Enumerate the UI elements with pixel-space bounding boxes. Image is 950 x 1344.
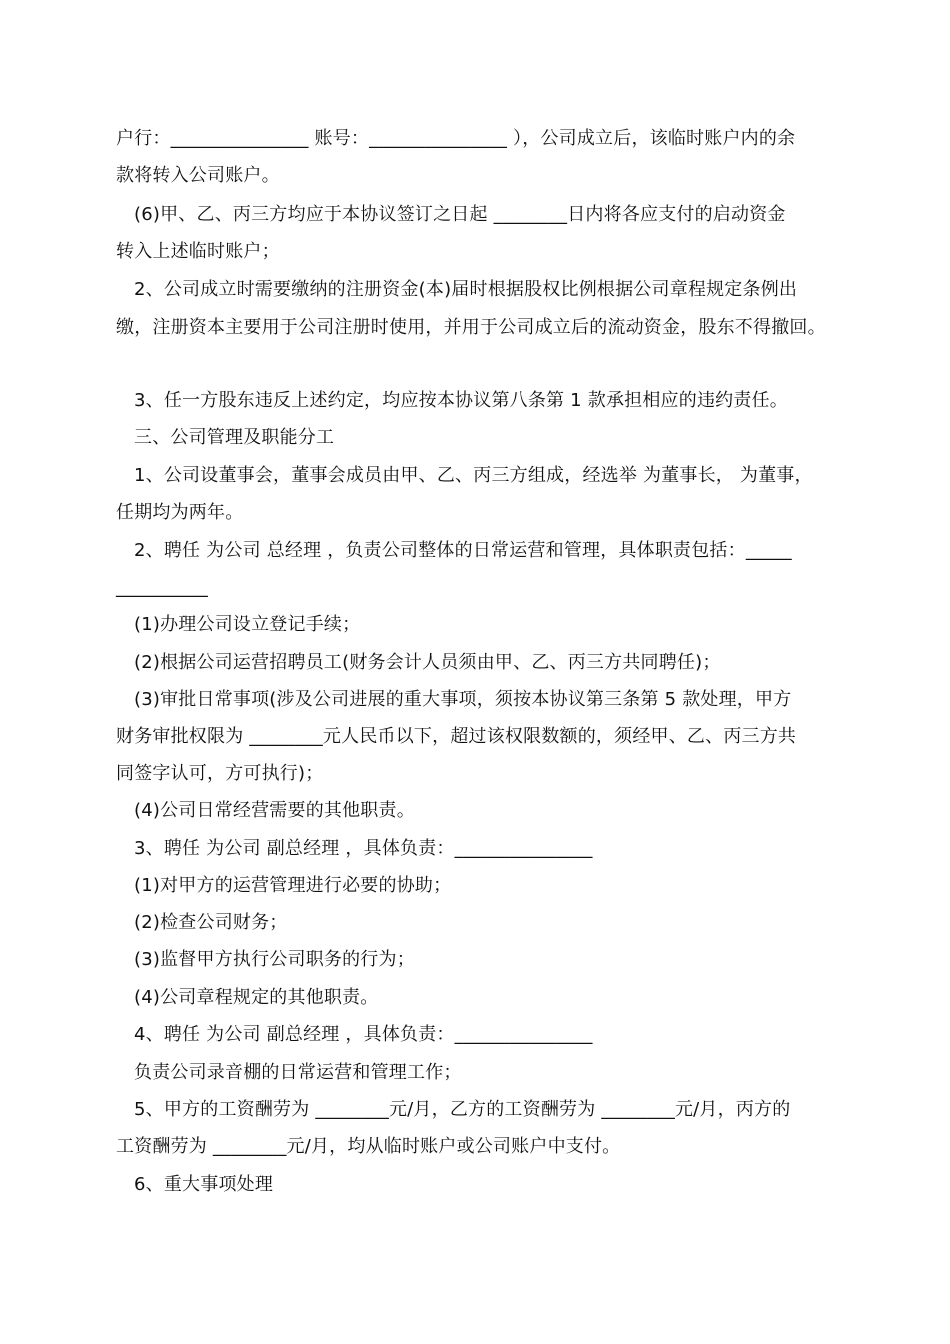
text-line: (3)监督甲方执行公司职务的行为； [134, 949, 415, 970]
text-line: (2)根据公司运营招聘员工(财务会计人员须由甲、乙、丙三方共同聘任)； [134, 652, 721, 673]
text-line: __________ [116, 577, 208, 598]
text-line: (1)对甲方的运营管理进行必要的协助； [134, 875, 452, 896]
text-line: 财务审批权限为 ________元人民币以下，超过该权限数额的，须经甲、乙、丙三方共 [116, 726, 797, 747]
text-line: 3、任一方股东违反上述约定，均应按本协议第八条第 1 款承担相应的违约责任。 [134, 390, 788, 411]
text-line: 负责公司录音棚的日常运营和管理工作； [134, 1062, 462, 1083]
text-line: (2)检查公司财务； [134, 912, 288, 933]
text-line: 工资酬劳为 ________元/月，均从临时账户或公司账户中支付。 [116, 1136, 621, 1157]
text-line: 任期均为两年。 [116, 502, 244, 523]
text-line: 转入上述临时账户； [116, 241, 280, 262]
text-line: 款将转入公司账户。 [116, 165, 280, 186]
text-line: (4)公司章程规定的其他职责。 [134, 987, 379, 1008]
text-line: 6、重大事项处理 [134, 1174, 274, 1195]
section-heading: 三、公司管理及职能分工 [134, 427, 335, 448]
text-line: 2、公司成立时需要缴纳的注册资金(本)届时根据股权比例根据公司章程规定条例出 [134, 279, 798, 300]
text-line: 5、甲方的工资酬劳为 ________元/月，乙方的工资酬劳为 ________元/月，丙方的 [134, 1099, 791, 1120]
text-line: 2、聘任 为公司 总经理 ，负责公司整体的日常运营和管理，具体职责包括：_____ [134, 540, 792, 561]
text-line: 同签字认可，方可执行)； [116, 763, 324, 784]
text-line: (6)甲、乙、丙三方均应于本协议签订之日起 ________日内将各应支付的启动资金 [134, 204, 786, 225]
text-line: (3)审批日常事项(涉及公司进展的重大事项，须按本协议第三条第 5 款处理，甲方 [134, 689, 792, 710]
text-line: 1、公司设董事会，董事会成员由甲、乙、丙三方组成，经选举 为董事长， 为董事， [134, 465, 813, 486]
text-line: (4)公司日常经营需要的其他职责。 [134, 800, 415, 821]
text-line: 户行：_______________ 账号：_______________ ），公司成立后，该临时账户内的余 [116, 128, 796, 149]
text-line: 4、聘任 为公司 副总经理 ，具体负责：_______________ [134, 1024, 593, 1045]
text-line: 缴，注册资本主要用于公司注册时使用，并用于公司成立后的流动资金，股东不得撤回。 [116, 317, 826, 338]
text-line: (1)办理公司设立登记手续； [134, 614, 361, 635]
text-line: 3、聘任 为公司 副总经理 ，具体负责：_______________ [134, 838, 593, 859]
